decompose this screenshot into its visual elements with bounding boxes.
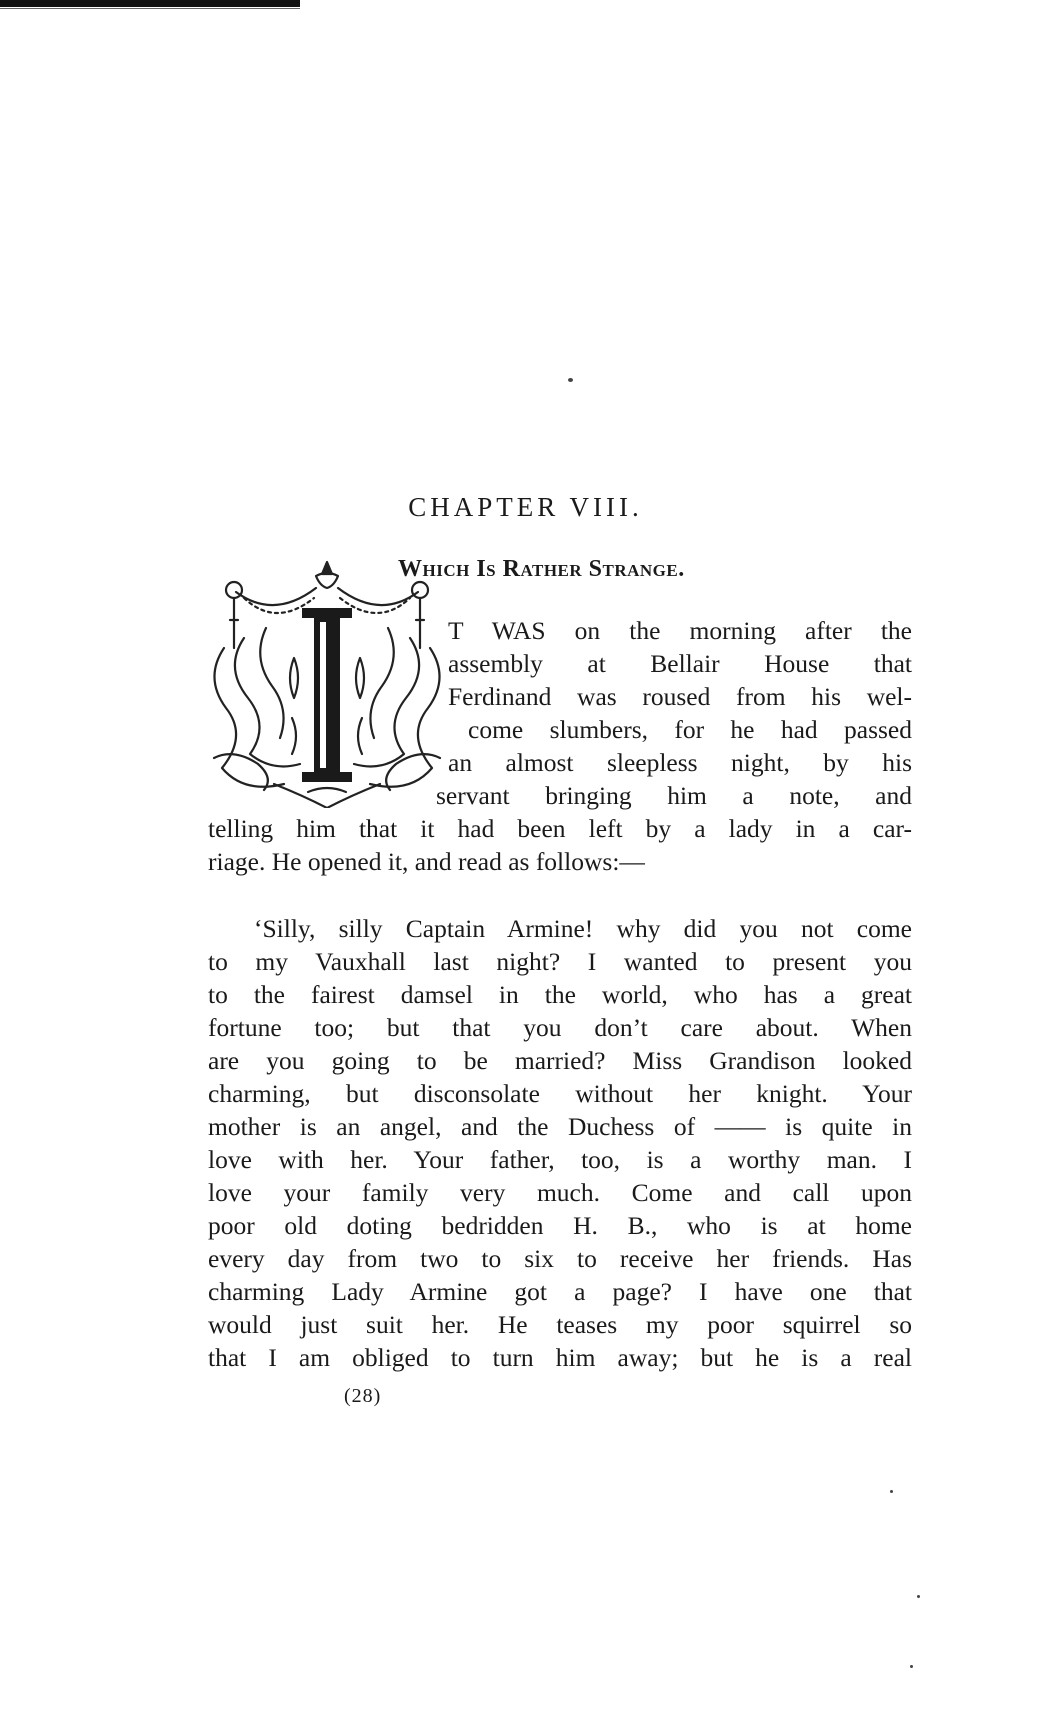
text-line: every day from two to six to receive her friends. Has [208, 1244, 912, 1273]
text-line: riage. He opened it, and read as follows:— [208, 847, 645, 876]
page-number: (28) [344, 1385, 382, 1407]
text-line: come slumbers, for he had passed [468, 715, 912, 744]
text-line: charming Lady Armine got a page? I have one that [208, 1277, 912, 1306]
chapter-subtitle: Which Is Rather Strange. [398, 556, 685, 582]
text-line: an almost sleepless night, by his [448, 748, 912, 777]
chapter-title: CHAPTER VIII. [408, 492, 643, 522]
text-line: servant bringing him a note, and [436, 781, 912, 810]
text-line: to my Vauxhall last night? I wanted to present you [208, 947, 912, 976]
text-line: love your family very much. Come and call upon [208, 1178, 912, 1207]
top-rule-thin [0, 8, 300, 9]
text-line: Ferdinand was roused from his wel- [448, 682, 912, 711]
text-line: mother is an angel, and the Duchess of —— is quite in [208, 1112, 912, 1141]
print-speck [917, 1595, 920, 1598]
text-line: assembly at Bellair House that [448, 649, 912, 678]
text-line: to the fairest damsel in the world, who has a great [208, 980, 912, 1009]
top-rule [0, 0, 300, 7]
decorated-initial-illustration [204, 558, 450, 808]
paragraph-2-letter [208, 912, 912, 1374]
text-line: love with her. Your father, too, is a worthy man. I [208, 1145, 912, 1174]
text-line: that I am obliged to turn him away; but he is a real [208, 1343, 912, 1372]
text-line: fortune too; but that you don’t care about. When [208, 1013, 912, 1042]
text-line: ‘Silly, silly Captain Armine! why did you not come [254, 914, 912, 943]
text-line: are you going to be married? Miss Grandison looked [208, 1046, 912, 1075]
paragraph-1-full [208, 812, 912, 878]
text-line: poor old doting bedridden H. B., who is at home [208, 1211, 912, 1240]
text-line: charming, but disconsolate without her knight. Your [208, 1079, 912, 1108]
text-line: would just suit her. He teases my poor squirrel so [208, 1310, 912, 1339]
text-line: T WAS on the morning after the [448, 616, 912, 645]
text-line: telling him that it had been left by a lady in a car- [208, 814, 912, 843]
paragraph-1-indented [436, 614, 912, 812]
print-speck [568, 378, 573, 382]
print-speck [890, 1490, 893, 1493]
print-speck [910, 1665, 913, 1668]
